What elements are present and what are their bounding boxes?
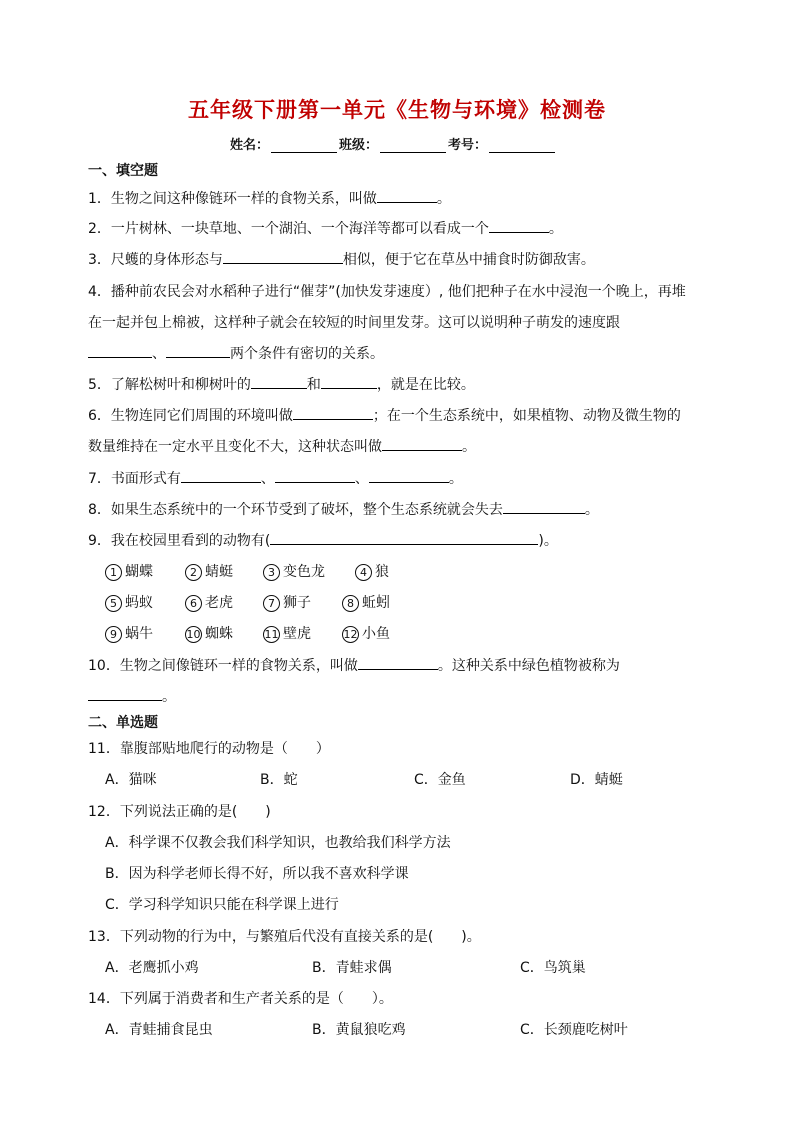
exam-no-blank[interactable] xyxy=(489,139,555,153)
option-c[interactable]: C．金鱼 xyxy=(414,772,466,788)
question-8: 8．如果生态系统中的一个环节受到了破坏，整个生态系统就会失去 。 xyxy=(88,499,599,519)
page-title: 五年级下册第一单元《生物与环境》检测卷 xyxy=(188,98,606,122)
list-item: 10 蜘蛛 xyxy=(186,626,233,642)
question-13: 13．下列动物的行为中，与繁殖后代没有直接关系的是( )。 xyxy=(88,929,481,945)
question-6-line-2: 数量维持在一定水平且变化不大，这种状态叫做 。 xyxy=(88,436,476,456)
list-item: 11 壁虎 xyxy=(264,626,311,642)
option-b[interactable]: B．黄鼠狼吃鸡 xyxy=(312,1022,406,1038)
option-b[interactable]: B．因为科学老师长得不好，所以我不喜欢科学课 xyxy=(105,866,409,882)
question-10-line-1: 10．生物之间像链环一样的食物关系，叫做 。这种关系中绿色植物被称为 xyxy=(88,655,620,675)
option-a[interactable]: A．猫咪 xyxy=(105,772,157,788)
answer-blank[interactable] xyxy=(377,188,437,203)
section-heading: 一、填空题 xyxy=(88,163,158,179)
question-5: 5．了解松树叶和柳树叶的 和 ，就是在比较。 xyxy=(88,374,475,394)
question-10-line-2: 。 xyxy=(88,686,176,706)
answer-blank[interactable] xyxy=(503,499,585,514)
option-a[interactable]: A．老鹰抓小鸡 xyxy=(105,960,199,976)
question-2: 2．一片树林、一块草地、一个湖泊、一个海洋等都可以看成一个 。 xyxy=(88,218,563,238)
name-label: 姓名： xyxy=(230,138,270,153)
question-4-line-3: 、 两个条件有密切的关系。 xyxy=(88,343,384,363)
question-11: 11．靠腹部贴地爬行的动物是（ ） xyxy=(88,741,330,757)
option-a[interactable]: A．科学课不仅教会我们科学知识，也教给我们科学方法 xyxy=(105,835,451,851)
list-item: 3 变色龙 xyxy=(263,561,325,581)
answer-blank[interactable] xyxy=(88,686,162,701)
option-b[interactable]: B．蛇 xyxy=(260,772,298,788)
answer-blank[interactable] xyxy=(358,655,438,670)
question-14: 14．下列属于消费者和生产者关系的是（ ）。 xyxy=(88,991,393,1007)
answer-blank[interactable] xyxy=(166,343,230,358)
answer-blank[interactable] xyxy=(88,343,152,358)
answer-blank[interactable] xyxy=(293,405,373,420)
question-7: 7．书面形式有 、 、 。 xyxy=(88,468,463,488)
option-b[interactable]: B．青蛙求偶 xyxy=(312,960,392,976)
question-4-line-2: 在一起并包上棉被，这样种子就会在较短的时间里发芽。这可以说明种子萌发的速度跟 xyxy=(88,315,620,331)
student-info-line xyxy=(230,134,557,153)
exam-no-label: 考号： xyxy=(448,138,488,153)
list-item: 12 小鱼 xyxy=(343,626,390,642)
option-c[interactable]: C．学习科学知识只能在科学课上进行 xyxy=(105,897,339,913)
answer-blank[interactable] xyxy=(382,436,462,451)
option-c[interactable]: C．鸟筑巢 xyxy=(520,960,586,976)
list-item: 2 蜻蜓 xyxy=(185,561,233,581)
list-item: 5 蚂蚁 xyxy=(105,592,153,612)
class-blank[interactable] xyxy=(380,139,446,153)
list-item: 4 狼 xyxy=(355,561,389,581)
answer-blank[interactable] xyxy=(321,374,377,389)
question-12: 12．下列说法正确的是( ) xyxy=(88,804,271,820)
answer-blank[interactable] xyxy=(275,468,355,483)
list-item: 9 蜗牛 xyxy=(105,623,153,643)
question-4-line-1: 4．播种前农民会对水稻种子进行“催芽”(加快发芽速度）, 他们把种子在水中浸泡一个晚上，再堆 xyxy=(88,284,686,300)
question-1: 1．生物之间这种像链环一样的食物关系，叫做 。 xyxy=(88,188,451,208)
question-9: 9．我在校园里看到的动物有( )。 xyxy=(88,530,558,550)
answer-blank[interactable] xyxy=(369,468,449,483)
section-heading: 二、单选题 xyxy=(88,715,158,731)
option-c[interactable]: C．长颈鹿吃树叶 xyxy=(520,1022,628,1038)
class-label: 班级： xyxy=(339,138,379,153)
answer-blank[interactable] xyxy=(251,374,307,389)
question-6-line-1: 6．生物连同它们周围的环境叫做 ；在一个生态系统中，如果植物、动物及微生物的 xyxy=(88,405,681,425)
answer-blank[interactable] xyxy=(181,468,261,483)
answer-blank[interactable] xyxy=(489,218,549,233)
list-item: 1 蝴蝶 xyxy=(105,561,153,581)
list-item: 8 蚯蚓 xyxy=(342,592,390,612)
option-a[interactable]: A．青蛙捕食昆虫 xyxy=(105,1022,213,1038)
answer-blank[interactable] xyxy=(223,249,343,264)
answer-blank[interactable] xyxy=(270,530,538,545)
name-blank[interactable] xyxy=(271,139,337,153)
list-item: 7 狮子 xyxy=(263,592,311,612)
option-d[interactable]: D．蜻蜓 xyxy=(570,772,623,788)
question-3: 3．尺蠖的身体形态与 相似，便于它在草丛中捕食时防御敌害。 xyxy=(88,249,595,269)
list-item: 6 老虎 xyxy=(185,592,233,612)
